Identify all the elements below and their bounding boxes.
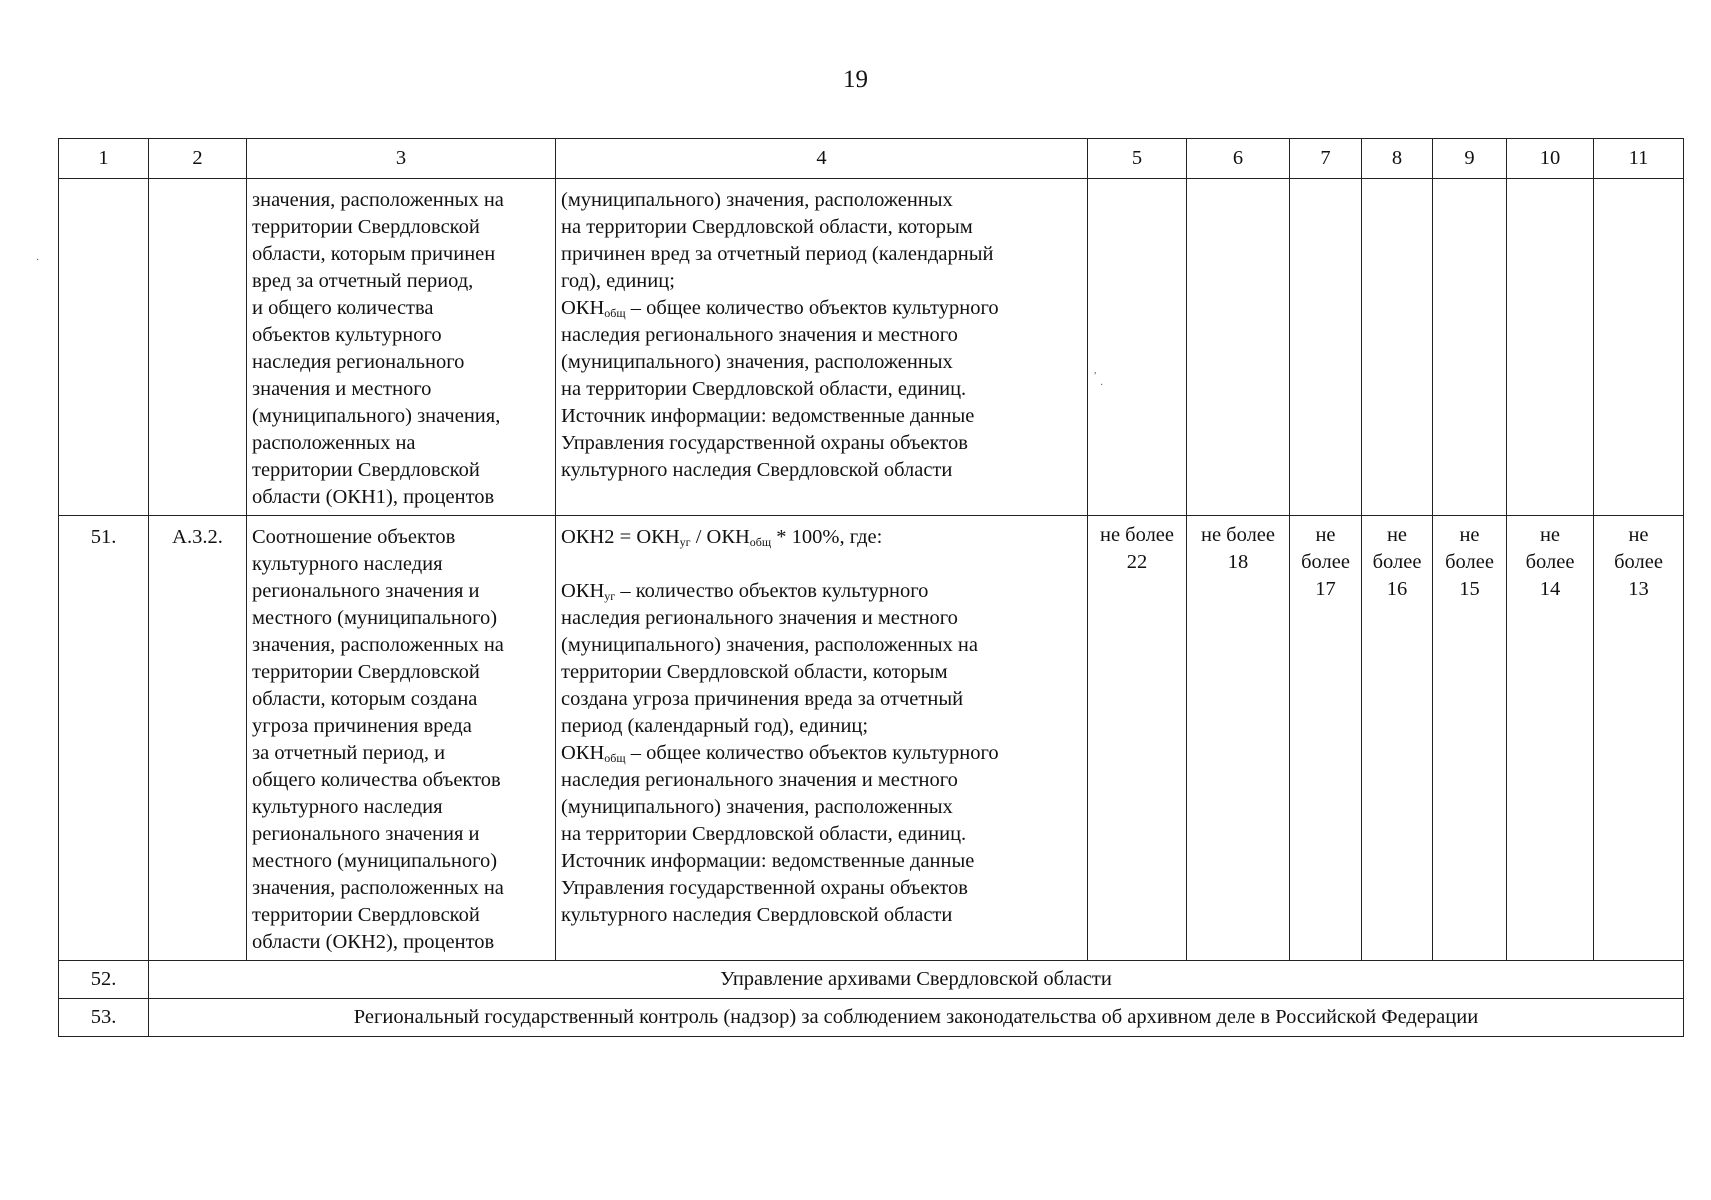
text-line: территории Свердловской xyxy=(252,904,480,926)
code-cell: А.3.2. xyxy=(149,516,247,961)
text-line xyxy=(561,740,1082,767)
formula-line xyxy=(561,524,1082,551)
variable-subscript: общ xyxy=(604,751,626,765)
text-line: (муниципального) значения, расположенных xyxy=(561,796,953,818)
header-cell: 5 xyxy=(1088,139,1187,179)
value-cell xyxy=(1507,179,1594,516)
text-line: наследия регионального значения и местного xyxy=(561,324,958,346)
text-line: (муниципального) значения, расположенных на xyxy=(561,634,978,656)
text-line: Источник информации: ведомственные данные xyxy=(561,405,975,427)
target-value-cell xyxy=(1088,516,1187,961)
target-value-cell xyxy=(1290,516,1362,961)
row-number-cell: 52. xyxy=(59,961,149,999)
formula-part: ОКН2 = ОКН xyxy=(561,526,680,548)
value-cell xyxy=(1290,179,1362,516)
row-number-cell xyxy=(59,179,149,516)
text-line: угроза причинения вреда xyxy=(252,715,472,737)
value-number: 13 xyxy=(1628,578,1649,600)
value-cell xyxy=(1594,179,1684,516)
header-cell: 4 xyxy=(556,139,1088,179)
variable-name: ОКН xyxy=(561,742,605,764)
variable-subscript: общ xyxy=(604,306,626,320)
text-line: территории Свердловской xyxy=(252,661,480,683)
text-line: наследия регионального значения и местного xyxy=(561,769,958,791)
header-cell: 10 xyxy=(1507,139,1594,179)
variable-name: ОКН xyxy=(561,297,605,319)
target-value-cell xyxy=(1187,516,1290,961)
header-cell: 6 xyxy=(1187,139,1290,179)
section-title-cell: Региональный государственный контроль (надзор) за соблюдением законодательства об архивном деле в Российской Федерации xyxy=(149,999,1684,1037)
scan-speck: · xyxy=(1100,380,1104,391)
text-line: (муниципального) значения, расположенных xyxy=(561,189,953,211)
value-cell xyxy=(1187,179,1290,516)
method-cell xyxy=(556,516,1088,961)
code-cell xyxy=(149,179,247,516)
text-fragment: – количество объектов культурного xyxy=(615,580,929,602)
method-cell xyxy=(556,179,1088,516)
text-line: и общего количества xyxy=(252,297,434,319)
table-header-row xyxy=(59,139,1684,179)
blank-line xyxy=(561,551,1082,578)
text-line: территории Свердловской xyxy=(252,459,480,481)
header-cell: 1 xyxy=(59,139,149,179)
value-text: более xyxy=(1614,551,1663,573)
target-value-cell xyxy=(1594,516,1684,961)
header-cell: 9 xyxy=(1433,139,1507,179)
text-line: (муниципального) значения, xyxy=(252,405,501,427)
scan-speck: , xyxy=(1094,365,1097,376)
value-number: 18 xyxy=(1227,551,1249,573)
text-line: на территории Свердловской области, которым xyxy=(561,216,973,238)
indicator-name-cell xyxy=(247,179,556,516)
value-text: не xyxy=(1628,524,1649,546)
target-value-cell xyxy=(1433,516,1507,961)
value-text: более xyxy=(1301,551,1350,573)
value-number: 15 xyxy=(1459,578,1480,600)
text-line: культурного наследия xyxy=(252,553,443,575)
text-line: территории Свердловской xyxy=(252,216,480,238)
text-line: Соотношение объектов xyxy=(252,526,456,548)
target-value-cell xyxy=(1362,516,1433,961)
text-line: культурного наследия Свердловской области xyxy=(561,904,953,926)
text-line: создана угроза причинения вреда за отчетный xyxy=(561,688,964,710)
table-row-continuation xyxy=(59,179,1684,516)
text-line: области (ОКН1), процентов xyxy=(252,486,495,508)
value-number: 16 xyxy=(1386,578,1408,600)
table-row-52 xyxy=(59,961,1684,999)
value-text: не более xyxy=(1200,524,1276,546)
formula-part: * 100%, где: xyxy=(771,526,883,548)
text-line: Управления государственной охраны объектов xyxy=(561,432,968,454)
table-row-51 xyxy=(59,516,1684,961)
text-line: области, которым причинен xyxy=(252,243,496,265)
header-cell: 11 xyxy=(1594,139,1684,179)
text-line: причинен вред за отчетный период (календарный xyxy=(561,243,994,265)
value-text: более xyxy=(1372,551,1422,573)
variable-subscript: уг xyxy=(679,535,691,549)
text-line: расположенных на xyxy=(252,432,416,454)
text-line: местного (муниципального) xyxy=(252,850,498,872)
text-line: области, которым создана xyxy=(252,688,478,710)
text-line: культурного наследия Свердловской области xyxy=(561,459,953,481)
scan-speck: · xyxy=(36,255,40,266)
text-line: значения и местного xyxy=(252,378,432,400)
text-line: культурного наследия xyxy=(252,796,443,818)
header-cell: 3 xyxy=(247,139,556,179)
value-cell xyxy=(1433,179,1507,516)
value-number: 14 xyxy=(1539,578,1561,600)
value-cell xyxy=(1362,179,1433,516)
text-line: объектов культурного xyxy=(252,324,442,346)
text-line: регионального значения и xyxy=(252,580,480,602)
text-line xyxy=(561,578,1082,605)
text-line: Управления государственной охраны объектов xyxy=(561,877,968,899)
text-fragment: – общее количество объектов культурного xyxy=(625,297,999,319)
variable-subscript: уг xyxy=(604,589,616,603)
header-cell: 7 xyxy=(1290,139,1362,179)
text-line: территории Свердловской области, которым xyxy=(561,661,948,683)
text-line: (муниципального) значения, расположенных xyxy=(561,351,953,373)
target-value-cell xyxy=(1507,516,1594,961)
table-row-53 xyxy=(59,999,1684,1037)
variable-subscript: общ xyxy=(749,535,772,549)
text-fragment: – общее количество объектов культурного xyxy=(625,742,999,764)
indicators-table xyxy=(58,138,1684,1037)
text-line xyxy=(561,295,1082,322)
text-line: местного (муниципального) xyxy=(252,607,498,629)
header-cell: 8 xyxy=(1362,139,1433,179)
value-text: более xyxy=(1445,551,1494,573)
value-text: не xyxy=(1459,524,1480,546)
text-line: регионального значения и xyxy=(252,823,480,845)
value-text: не более xyxy=(1099,524,1175,546)
value-number: 17 xyxy=(1315,578,1336,600)
row-number-cell: 53. xyxy=(59,999,149,1037)
row-number-cell: 51. xyxy=(59,516,149,961)
text-line: значения, расположенных на xyxy=(252,634,504,656)
text-line: общего количества объектов xyxy=(252,769,501,791)
value-text: не xyxy=(1386,524,1408,546)
indicator-name-cell xyxy=(247,516,556,961)
variable-name: ОКН xyxy=(561,580,605,602)
section-title-cell: Управление архивами Свердловской области xyxy=(149,961,1684,999)
value-text: не xyxy=(1315,524,1336,546)
text-line: области (ОКН2), процентов xyxy=(252,931,495,953)
text-line: Источник информации: ведомственные данные xyxy=(561,850,975,872)
text-line: значения, расположенных на xyxy=(252,877,504,899)
text-line: вред за отчетный период, xyxy=(252,270,474,292)
text-line: на территории Свердловской области, единиц. xyxy=(561,823,967,845)
header-cell: 2 xyxy=(149,139,247,179)
page-number: 19 xyxy=(843,66,868,93)
text-line: наследия регионального значения и местного xyxy=(561,607,958,629)
text-line: год), единиц; xyxy=(561,270,675,292)
text-line: период (календарный год), единиц; xyxy=(561,715,869,737)
text-line: значения, расположенных на xyxy=(252,189,504,211)
value-text: не xyxy=(1539,524,1561,546)
value-cell xyxy=(1088,179,1187,516)
text-line: на территории Свердловской области, единиц. xyxy=(561,378,967,400)
formula-part: / ОКН xyxy=(690,526,750,548)
text-line: наследия регионального xyxy=(252,351,465,373)
value-text: более xyxy=(1525,551,1575,573)
value-number: 22 xyxy=(1126,551,1148,573)
text-line: за отчетный период, и xyxy=(252,742,446,764)
